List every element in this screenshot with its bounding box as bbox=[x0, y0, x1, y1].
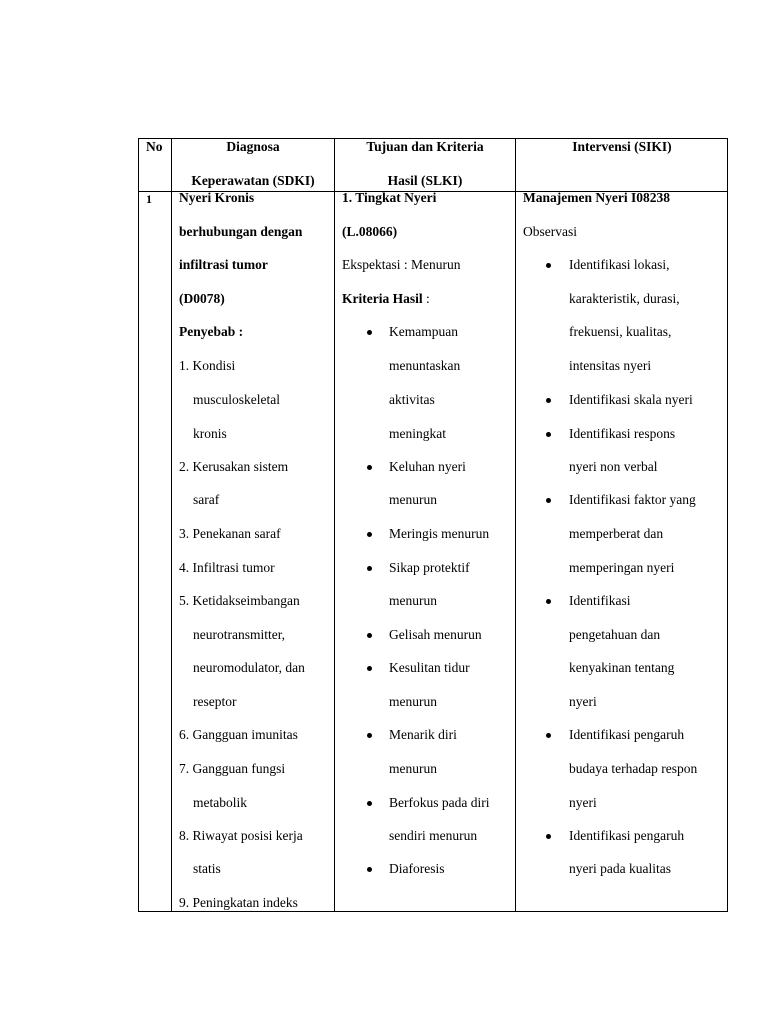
kriteria-item-cont: menurun bbox=[389, 492, 437, 507]
column-divider-2 bbox=[334, 138, 335, 912]
tujuan-code: (L.08066) bbox=[342, 224, 398, 239]
intervensi-item-cont: frekuensi, kualitas, bbox=[569, 324, 672, 339]
bullet-icon bbox=[367, 465, 372, 470]
kriteria-item: Kemampuan bbox=[389, 324, 458, 339]
cause-item-cont: kronis bbox=[193, 426, 227, 441]
header-diagnosa-line1: Diagnosa bbox=[226, 139, 280, 154]
cause-item-cont: statis bbox=[193, 861, 221, 876]
intervensi-item-cont: memperingan nyeri bbox=[569, 560, 675, 575]
cause-item: 9. Peningkatan indeks bbox=[179, 895, 298, 910]
intervensi-item-cont: nyeri pada kualitas bbox=[569, 861, 671, 876]
diagnosa-title-line: Nyeri Kronis bbox=[179, 190, 255, 205]
cause-item-cont: saraf bbox=[193, 492, 220, 507]
diagnosa-title-line: berhubungan dengan bbox=[179, 224, 303, 239]
kriteria-item: Meringis menurun bbox=[389, 526, 490, 541]
cause-item: 8. Riwayat posisi kerja bbox=[179, 828, 303, 843]
tujuan-ekspektasi: Ekspektasi : Menurun bbox=[342, 257, 461, 272]
column-divider-1 bbox=[171, 138, 172, 912]
header-no: No bbox=[146, 139, 163, 154]
kriteria-item-cont: sendiri menurun bbox=[389, 828, 478, 843]
cause-item: 2. Kerusakan sistem bbox=[179, 459, 289, 474]
bullet-icon bbox=[367, 330, 372, 335]
kriteria-item-cont: menurun bbox=[389, 593, 437, 608]
table-border-right bbox=[727, 138, 728, 912]
intervensi-item: Identifikasi pengaruh bbox=[569, 828, 685, 843]
kriteria-item-cont: menurun bbox=[389, 694, 437, 709]
table-border-bottom bbox=[138, 911, 728, 912]
cause-item: 6. Gangguan imunitas bbox=[179, 727, 298, 742]
cause-item: 4. Infiltrasi tumor bbox=[179, 560, 275, 575]
intervensi-item-cont: kenyakinan tentang bbox=[569, 660, 675, 675]
intervensi-item-cont: karakteristik, durasi, bbox=[569, 291, 680, 306]
bullet-icon bbox=[367, 666, 372, 671]
cause-item-cont: musculoskeletal bbox=[193, 392, 280, 407]
bullet-icon bbox=[546, 263, 551, 268]
cause-item-cont: neurotransmitter, bbox=[193, 627, 286, 642]
kriteria-item: Diaforesis bbox=[389, 861, 445, 876]
bullet-icon bbox=[546, 733, 551, 738]
intervensi-item-cont: nyeri bbox=[569, 694, 597, 709]
bullet-icon bbox=[367, 867, 372, 872]
table-border-left bbox=[138, 138, 139, 912]
intervensi-item: Identifikasi faktor yang bbox=[569, 492, 696, 507]
kriteria-hasil-colon: : bbox=[422, 291, 430, 306]
header-intervensi: Intervensi (SIKI) bbox=[572, 139, 672, 154]
header-diagnosa-line2: Keperawatan (SDKI) bbox=[191, 173, 315, 188]
row-number: 1 bbox=[146, 192, 152, 206]
cause-item-cont: neuromodulator, dan bbox=[193, 660, 305, 675]
intervensi-item: Identifikasi bbox=[569, 593, 631, 608]
observasi-heading: Observasi bbox=[523, 224, 577, 239]
intervensi-item: Identifikasi lokasi, bbox=[569, 257, 670, 272]
kriteria-item: Menarik diri bbox=[389, 727, 457, 742]
bullet-icon bbox=[546, 432, 551, 437]
intervensi-item-cont: pengetahuan dan bbox=[569, 627, 661, 642]
cause-item-cont: metabolik bbox=[193, 795, 247, 810]
intervensi-title: Manajemen Nyeri I08238 bbox=[523, 190, 670, 205]
kriteria-item: Gelisah menurun bbox=[389, 627, 482, 642]
intervensi-item: Identifikasi pengaruh bbox=[569, 727, 685, 742]
cause-item: 7. Gangguan fungsi bbox=[179, 761, 286, 776]
bullet-icon bbox=[546, 398, 551, 403]
column-divider-3 bbox=[515, 138, 516, 912]
kriteria-item-cont: meningkat bbox=[389, 426, 446, 441]
header-tujuan-line1: Tujuan dan Kriteria bbox=[366, 139, 484, 154]
intervensi-item: Identifikasi respons bbox=[569, 426, 676, 441]
bullet-icon bbox=[367, 566, 372, 571]
kriteria-item: Sikap protektif bbox=[389, 560, 470, 575]
bullet-icon bbox=[367, 532, 372, 537]
kriteria-item-cont: menuntaskan bbox=[389, 358, 461, 373]
diagnosa-code: (D0078) bbox=[179, 291, 225, 306]
bullet-icon bbox=[546, 599, 551, 604]
bullet-icon bbox=[546, 834, 551, 839]
intervensi-item-cont: nyeri bbox=[569, 795, 597, 810]
intervensi-item-cont: nyeri non verbal bbox=[569, 459, 658, 474]
kriteria-hasil-heading bbox=[342, 291, 430, 307]
bullet-icon bbox=[546, 498, 551, 503]
intervensi-item-cont: budaya terhadap respon bbox=[569, 761, 698, 776]
penyebab-label: Penyebab : bbox=[179, 324, 244, 339]
bullet-icon bbox=[367, 733, 372, 738]
intervensi-item-cont: intensitas nyeri bbox=[569, 358, 652, 373]
kriteria-item: Keluhan nyeri bbox=[389, 459, 466, 474]
bullet-icon bbox=[367, 801, 372, 806]
intervensi-item-cont: memperberat dan bbox=[569, 526, 664, 541]
cause-item: 3. Penekanan saraf bbox=[179, 526, 281, 541]
kriteria-item-cont: aktivitas bbox=[389, 392, 435, 407]
intervensi-item: Identifikasi skala nyeri bbox=[569, 392, 693, 407]
kriteria-item-cont: menurun bbox=[389, 761, 437, 776]
kriteria-item: Berfokus pada diri bbox=[389, 795, 490, 810]
cause-item: 5. Ketidakseimbangan bbox=[179, 593, 300, 608]
bullet-icon bbox=[367, 633, 372, 638]
header-tujuan-line2: Hasil (SLKI) bbox=[387, 173, 463, 188]
kriteria-hasil-label: Kriteria Hasil bbox=[342, 291, 423, 306]
tujuan-title: 1. Tingkat Nyeri bbox=[342, 190, 437, 205]
kriteria-item: Kesulitan tidur bbox=[389, 660, 470, 675]
diagnosa-title-line: infiltrasi tumor bbox=[179, 257, 268, 272]
cause-item-cont: reseptor bbox=[193, 694, 237, 709]
care-plan-table bbox=[138, 138, 728, 912]
cause-item: 1. Kondisi bbox=[179, 358, 236, 373]
